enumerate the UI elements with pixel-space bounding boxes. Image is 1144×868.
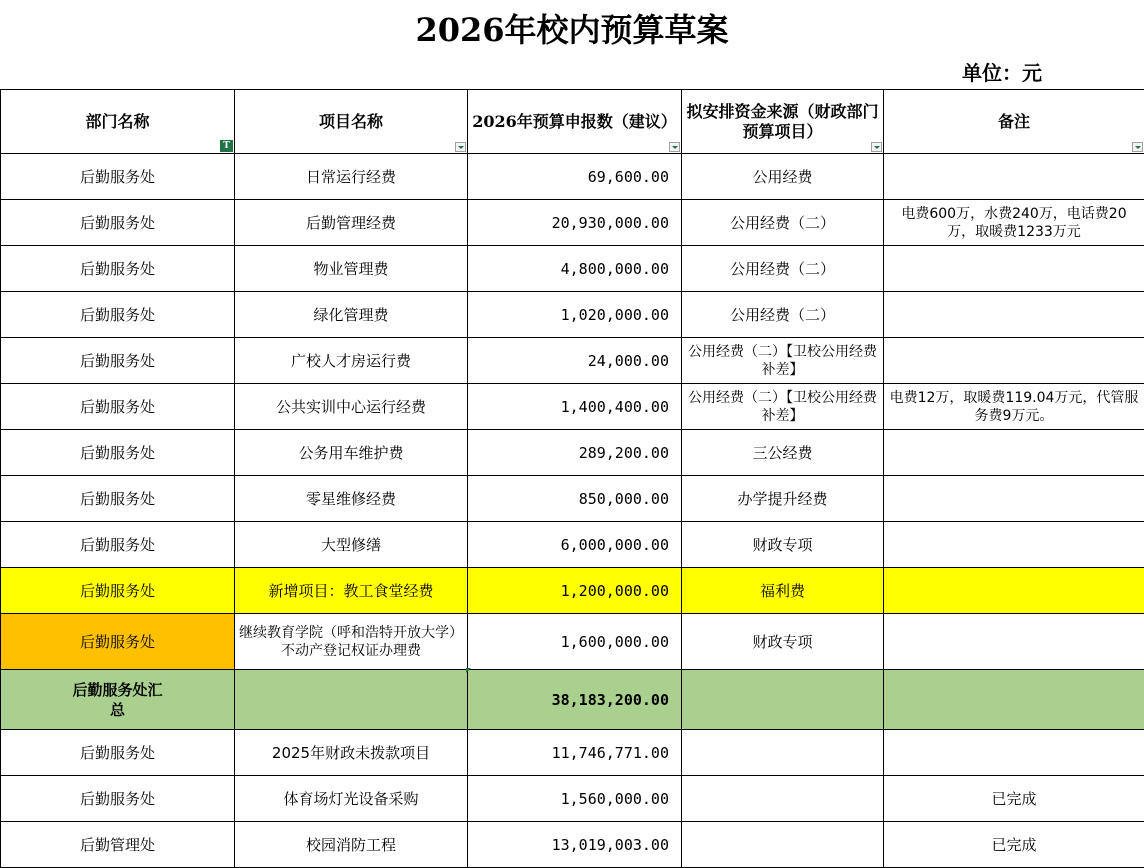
cell-source[interactable]	[682, 822, 884, 868]
cell-amount[interactable]: 6,000,000.00	[468, 522, 682, 568]
cell-amount[interactable]: 69,600.00	[468, 154, 682, 200]
cell-note[interactable]: 电费600万，水费240万，电话费20万，取暖费1233万元	[884, 200, 1144, 246]
table-row	[1, 200, 1144, 246]
cell-note[interactable]	[884, 614, 1144, 670]
cell-project[interactable]: 继续教育学院（呼和浩特开放大学）不动产登记权证办理费	[235, 614, 468, 670]
cell-source[interactable]: 福利费	[682, 568, 884, 614]
cell-source[interactable]: 公用经费（二）	[682, 246, 884, 292]
cell-dept[interactable]: 后勤管理处	[1, 822, 235, 868]
cell-project[interactable]: 新增项目：教工食堂经费	[235, 568, 468, 614]
header-amount[interactable]	[468, 90, 682, 154]
summary-amount[interactable]: 38,183,200.00	[468, 670, 682, 730]
dropdown-filter-icon[interactable]	[871, 142, 882, 152]
table-row	[1, 476, 1144, 522]
cell-source[interactable]: 三公经费	[682, 430, 884, 476]
cell-dept[interactable]: 后勤服务处	[1, 522, 235, 568]
cell-project[interactable]: 日常运行经费	[235, 154, 468, 200]
table-row	[1, 730, 1144, 776]
cell-source[interactable]	[682, 730, 884, 776]
table-row	[1, 430, 1144, 476]
table-row	[1, 292, 1144, 338]
cell-note[interactable]: 已完成	[884, 822, 1144, 868]
header-amount-label: 2026年预算申报数（建议）	[472, 112, 677, 131]
cell-source[interactable]: 公用经费（二）【卫校公用经费补差】	[682, 338, 884, 384]
summary-row	[1, 670, 1144, 730]
cell-project[interactable]: 体育场灯光设备采购	[235, 776, 468, 822]
dropdown-filter-icon[interactable]	[455, 142, 466, 152]
summary-dept[interactable]: 后勤服务处汇总	[1, 670, 235, 730]
table-row	[1, 522, 1144, 568]
cell-source[interactable]: 公用经费	[682, 154, 884, 200]
cell-note[interactable]	[884, 522, 1144, 568]
summary-project[interactable]	[235, 670, 468, 730]
cell-dept[interactable]: 后勤服务处	[1, 730, 235, 776]
cell-amount[interactable]: 850,000.00	[468, 476, 682, 522]
cell-amount[interactable]: 13,019,003.00	[468, 822, 682, 868]
cell-note[interactable]	[884, 292, 1144, 338]
cell-dept[interactable]: 后勤服务处	[1, 384, 235, 430]
table-row	[1, 246, 1144, 292]
cell-note[interactable]: 已完成	[884, 776, 1144, 822]
cell-amount[interactable]: 1,400,400.00	[468, 384, 682, 430]
cell-dept[interactable]: 后勤服务处	[1, 338, 235, 384]
cell-project[interactable]: 后勤管理经费	[235, 200, 468, 246]
cell-dept[interactable]: 后勤服务处	[1, 154, 235, 200]
cell-dept[interactable]: 后勤服务处	[1, 430, 235, 476]
cell-note[interactable]	[884, 154, 1144, 200]
table-row	[1, 384, 1144, 430]
header-row	[1, 90, 1144, 154]
table-row	[1, 822, 1144, 868]
header-project[interactable]	[235, 90, 468, 154]
cell-source[interactable]: 公用经费（二）	[682, 200, 884, 246]
cell-note[interactable]	[884, 246, 1144, 292]
dropdown-filter-icon[interactable]	[669, 142, 680, 152]
cell-amount[interactable]: 11,746,771.00	[468, 730, 682, 776]
cell-dept[interactable]: 后勤服务处	[1, 614, 235, 670]
cell-amount[interactable]: 4,800,000.00	[468, 246, 682, 292]
header-note-label: 备注	[998, 112, 1030, 131]
cell-project[interactable]: 零星维修经费	[235, 476, 468, 522]
cell-amount[interactable]: 289,200.00	[468, 430, 682, 476]
header-project-label: 项目名称	[319, 112, 383, 131]
cell-amount[interactable]: 20,930,000.00	[468, 200, 682, 246]
cell-project[interactable]: 广校人才房运行费	[235, 338, 468, 384]
table-row	[1, 776, 1144, 822]
cell-source[interactable]: 办学提升经费	[682, 476, 884, 522]
cell-note[interactable]	[884, 568, 1144, 614]
cell-comment-indicator-icon	[466, 668, 471, 673]
header-dept-label: 部门名称	[85, 112, 149, 131]
dropdown-filter-icon[interactable]	[1132, 142, 1143, 152]
cell-source[interactable]: 财政专项	[682, 522, 884, 568]
cell-note[interactable]	[884, 476, 1144, 522]
table-row	[1, 338, 1144, 384]
table-row	[1, 154, 1144, 200]
cell-dept[interactable]: 后勤服务处	[1, 476, 235, 522]
summary-source[interactable]	[682, 670, 884, 730]
cell-note[interactable]	[884, 730, 1144, 776]
cell-note[interactable]: 电费12万，取暖费119.04万元，代管服务费9万元。	[884, 384, 1144, 430]
cell-dept[interactable]: 后勤服务处	[1, 292, 235, 338]
cell-note[interactable]	[884, 338, 1144, 384]
cell-project[interactable]: 2025年财政未拨款项目	[235, 730, 468, 776]
cell-project[interactable]: 物业管理费	[235, 246, 468, 292]
active-filter-icon[interactable]: T	[220, 140, 233, 152]
cell-project[interactable]: 公共实训中心运行经费	[235, 384, 468, 430]
cell-amount[interactable]: 1,020,000.00	[468, 292, 682, 338]
budget-table	[0, 89, 1144, 868]
cell-project[interactable]: 校园消防工程	[235, 822, 468, 868]
cell-project[interactable]: 绿化管理费	[235, 292, 468, 338]
summary-note[interactable]	[884, 670, 1144, 730]
cell-dept[interactable]: 后勤服务处	[1, 200, 235, 246]
header-source-label: 拟安排资金来源（财政部门预算项目）	[686, 102, 878, 141]
page-title: 2026年校内预算草案	[0, 8, 1144, 52]
cell-source[interactable]	[682, 776, 884, 822]
cell-source[interactable]: 财政专项	[682, 614, 884, 670]
unit-label: 单位：元	[962, 60, 1042, 86]
header-note[interactable]	[884, 90, 1144, 154]
table-row	[1, 614, 1144, 670]
header-source[interactable]	[682, 90, 884, 154]
cell-amount[interactable]: 1,560,000.00	[468, 776, 682, 822]
table-row-highlighted	[1, 568, 1144, 614]
cell-amount[interactable]: 1,200,000.00	[468, 568, 682, 614]
header-dept[interactable]	[1, 90, 235, 154]
cell-note[interactable]	[884, 430, 1144, 476]
cell-source[interactable]: 公用经费（二）【卫校公用经费补差】	[682, 384, 884, 430]
cell-project[interactable]: 大型修缮	[235, 522, 468, 568]
cell-project[interactable]: 公务用车维护费	[235, 430, 468, 476]
cell-amount[interactable]: 24,000.00	[468, 338, 682, 384]
cell-dept[interactable]: 后勤服务处	[1, 568, 235, 614]
cell-dept[interactable]: 后勤服务处	[1, 246, 235, 292]
cell-dept[interactable]: 后勤服务处	[1, 776, 235, 822]
cell-amount[interactable]: 1,600,000.00	[468, 614, 682, 670]
cell-source[interactable]: 公用经费（二）	[682, 292, 884, 338]
